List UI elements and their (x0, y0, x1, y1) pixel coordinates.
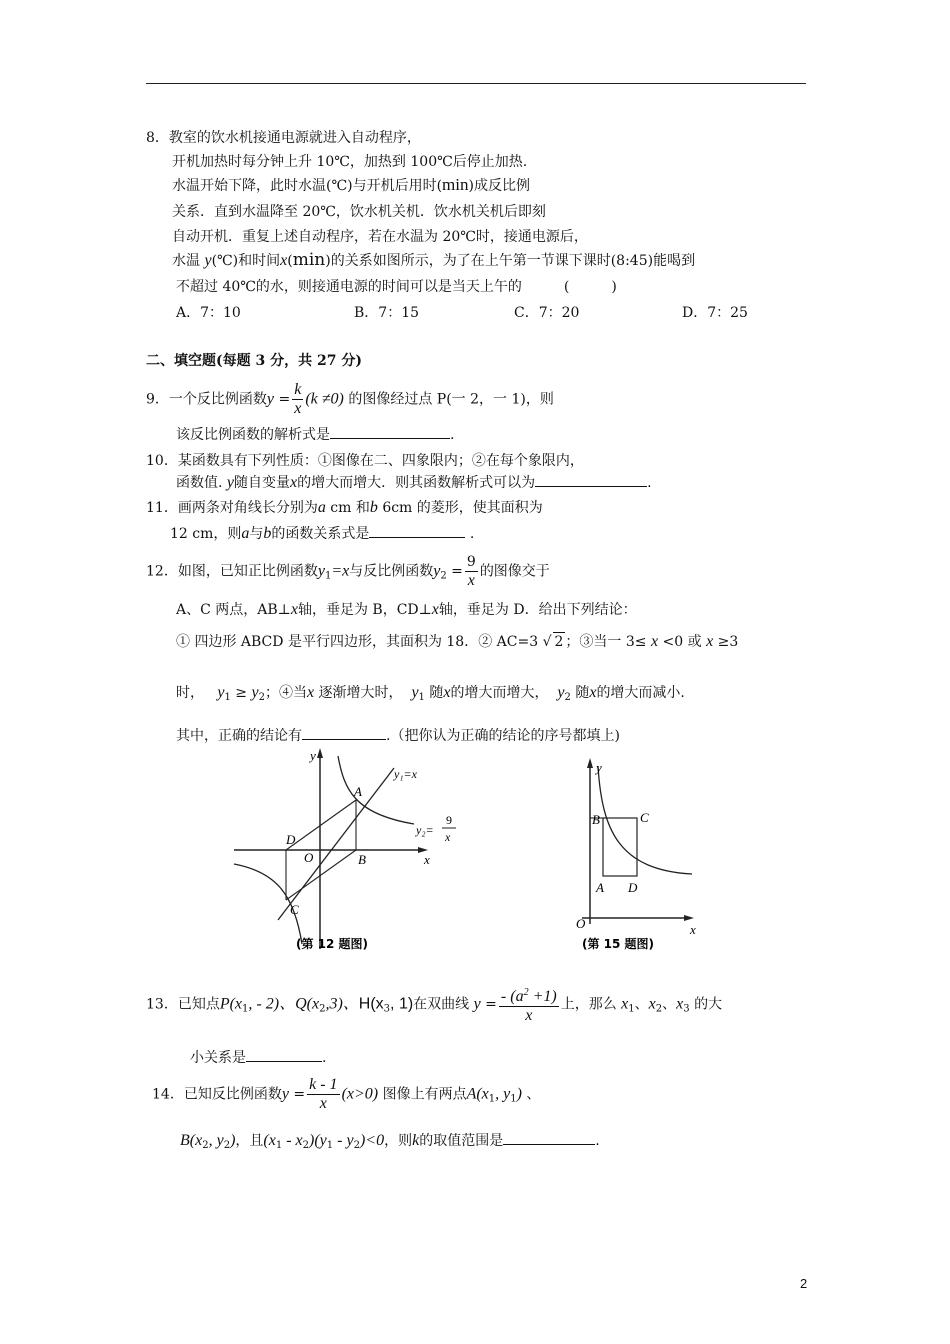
fig15-point-D: D (628, 880, 638, 895)
fig12-point-A: A (354, 784, 362, 799)
fig15-rectangle (603, 818, 637, 876)
q8-option-d: D．7：25 (682, 305, 748, 321)
q8-line2: 开机加热时每分钟上升 10℃，加热到 100℃后停止加热. (172, 154, 528, 170)
q14-answer-blank[interactable] (503, 1132, 595, 1145)
fig12-label-y1: y₁=x (394, 767, 417, 781)
q9-answer-blank[interactable] (330, 426, 450, 439)
fig12-y-arrow (317, 748, 323, 758)
header-rule (146, 83, 806, 84)
q10-line1: 10．某函数具有下列性质：①图像在二、四象限内；②在每个象限内， (146, 453, 584, 469)
fig12-label-frac-d: x (445, 830, 451, 844)
fig12-caption: (第 12 题图) (296, 937, 369, 951)
page-number: 2 (800, 1276, 808, 1291)
fig15-point-C: C (640, 810, 649, 825)
q8-option-c: C．7：20 (514, 305, 580, 321)
figure-15 (560, 752, 710, 954)
q12-answer-blank[interactable] (302, 727, 386, 740)
fig12-label-x: x (424, 852, 430, 867)
q9-line2: 该反比例函数的解析式是 . (176, 427, 455, 443)
fig15-caption: (第 15 题图) (582, 937, 655, 951)
q8-option-b: B．7：15 (354, 305, 420, 321)
q8-line7: 不超过 40℃的水，则接通电源的时间可以是当天上午的 ( ) (176, 279, 617, 295)
fig12-label-frac-n: 9 (446, 813, 452, 827)
fig12-label-y2: y₂= (416, 823, 434, 837)
q11-answer-blank[interactable] (369, 525, 465, 538)
q12-line4: 时， $y_1 \ge y_2$；④当x 逐渐增大时， $y_1$ 随x的增大而增大， $y_2$ 随x的增大而减小. (176, 684, 685, 703)
q12-line1: 12．如图，已知正比例函数$y_1=x$与反比例函数$y_2$ = $\frac{9}{x}$ 的图像交于 (146, 554, 550, 589)
q8-line3: 水温开始下降，此时水温(℃)与开机后用时(min)成反比例 (172, 175, 530, 194)
section-heading: 二、填空题(每题 3 分，共 27 分) (146, 353, 362, 369)
q12-line2: A、C 两点，AB⊥x轴，垂足为 B，CD⊥x轴，垂足为 D．给出下列结论： (176, 601, 637, 618)
fig12-point-B: B (358, 852, 366, 867)
fig15-label-x: x (690, 922, 696, 937)
q12-line3: ① 四边形 ABCD 是平行四边形，其面积为 18．② AC=3 √ 2 ；③当一 3≤ x <0 或 x ≥3 (176, 633, 739, 650)
fig15-point-A: A (596, 880, 604, 895)
fig12-side-CB (286, 850, 356, 900)
fig15-x-arrow (684, 915, 694, 921)
q14-line2: $B(x_2$, $y_2$)，且$(x_1 - x_2)(y_1 - y_2)<0$，则k的取值范围是 . (180, 1132, 600, 1151)
fig12-point-D: D (286, 832, 296, 847)
q8-line1: 8．教室的饮水机接通电源就进入自动程序， (146, 130, 421, 146)
q10-answer-blank[interactable] (535, 474, 647, 487)
q8-line4: 关系．直到水温降至 20℃，饮水机关机．饮水机关机后即刻 (172, 204, 546, 220)
fig12-point-C: C (290, 902, 299, 917)
q11-line2: 12 cm，则a与b的函数关系式是 . (170, 525, 475, 542)
q12-line5: 其中，正确的结论有 .（把你认为正确的结论的序号都填上) (176, 728, 620, 744)
fig12-line-y1 (278, 768, 394, 920)
q13-line1: 13．已知点$P(x_1$, - 2)、$Q(x_2,3)$、$H(x_3$, 1)在双曲线 y = $\frac{- (a^2 +1)}{x}$ 上，那么 $x_1$、$x_2$、$x_3$ 的大 (146, 984, 722, 1029)
fig15-label-y: y (596, 760, 602, 775)
q14-line1: 14．已知反比例函数y = $\frac{k - 1}{x}$ (x>0) 图像上有两点$A(x_1$, $y_1$) 、 (152, 1076, 541, 1112)
fig15-point-B: B (592, 812, 600, 827)
q8-line5: 自动开机．重复上述自动程序，若在水温为 20℃时，接通电源后， (172, 229, 588, 245)
q8-option-a: A．7：10 (176, 305, 241, 321)
q10-line2: 函数值. y随自变量x的增大而增大．则其函数解析式可以为 . (176, 474, 652, 491)
q13-answer-blank[interactable] (246, 1049, 322, 1062)
fig15-y-arrow (587, 758, 593, 768)
q9-line1: 9．一个反比例函数y = $\frac{k}{x}$ (k ≠0) 的图像经过点 P(一 2，一 1)，则 (146, 381, 554, 417)
fig12-label-y: y (310, 748, 316, 763)
fig12-origin: O (304, 850, 314, 865)
fig15-origin: O (576, 916, 586, 931)
q13-line2: 小关系是 . (190, 1050, 327, 1066)
q8-line6: 水温 y(℃)和时间x(min)的关系如图所示，为了在上午第一节课下课时(8:45)能喝到 (172, 250, 696, 270)
q11-line1: 11．画两条对角线长分别为a cm 和b 6cm 的菱形，使其面积为 (146, 499, 543, 516)
fig12-side-DA (286, 800, 356, 850)
figure-12 (226, 744, 466, 956)
